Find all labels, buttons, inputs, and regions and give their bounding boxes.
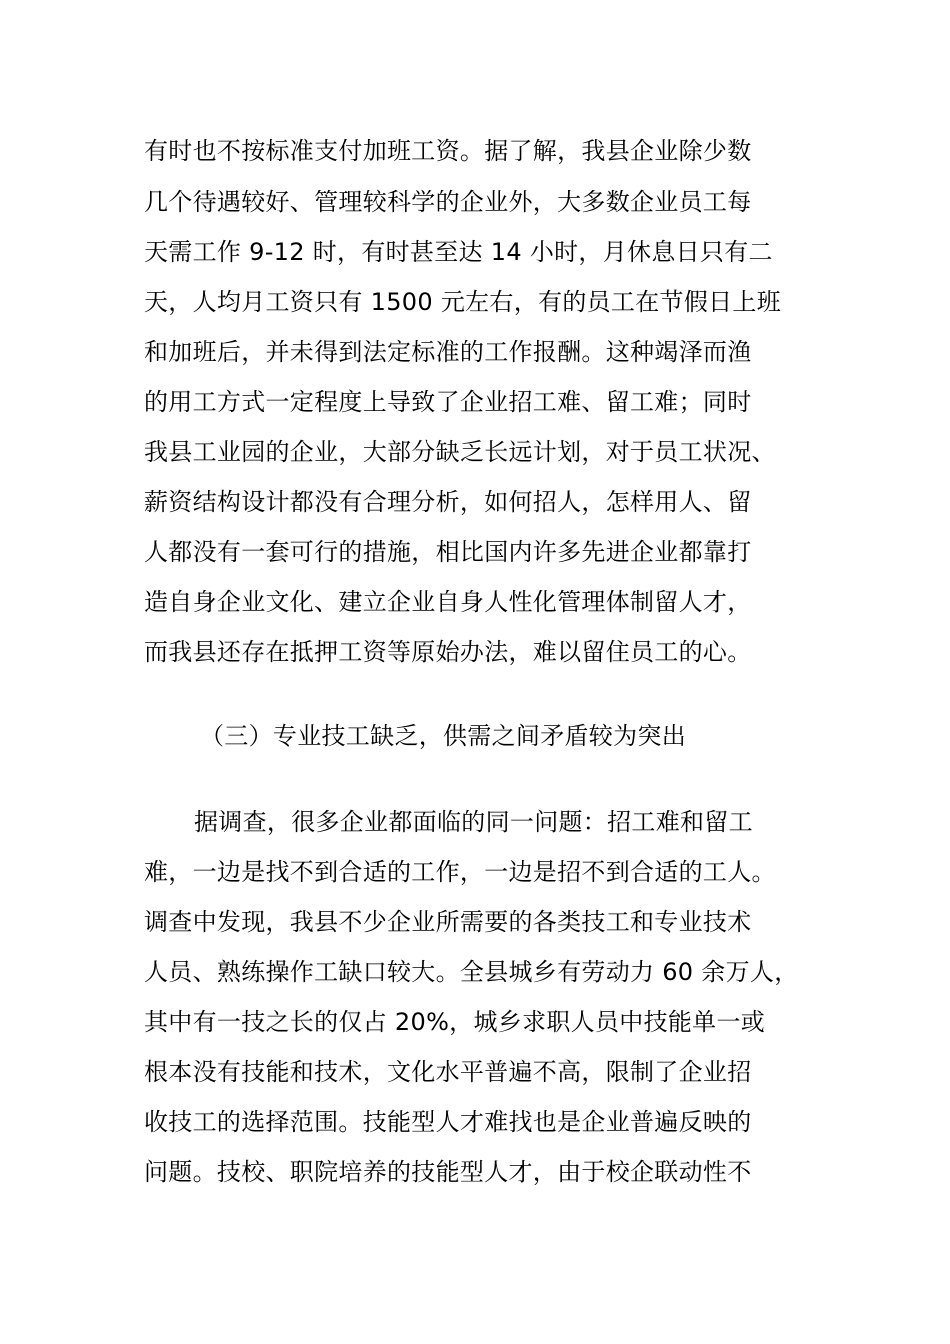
paragraph-1-line: 人都没有一套可行的措施，相比国内许多先进企业都靠打 <box>144 538 752 566</box>
paragraph-1-line: 我县工业园的企业，大部分缺乏长远计划，对于员工状况、 <box>144 438 776 466</box>
paragraph-2-line: 问题。技校、职院培养的技能型人才，由于校企联动性不 <box>144 1158 752 1186</box>
paragraph-2-line: 调查中发现，我县不少企业所需要的各类技工和专业技术 <box>144 908 752 936</box>
paragraph-1-line: 而我县还存在抵押工资等原始办法，难以留住员工的心。 <box>144 638 752 666</box>
paragraph-1-line: 有时也不按标准支付加班工资。据了解，我县企业除少数 <box>144 137 752 165</box>
paragraph-2-line: 根本没有技能和技术，文化水平普遍不高，限制了企业招 <box>144 1058 752 1086</box>
paragraph-1-line: 薪资结构设计都没有合理分析，如何招人，怎样用人、留 <box>144 488 752 516</box>
paragraph-1-line: 和加班后，并未得到法定标准的工作报酬。这种竭泽而渔 <box>144 338 752 366</box>
section-heading: （三）专业技工缺乏，供需之间矛盾较为突出 <box>200 722 686 750</box>
paragraph-2-line: 收技工的选择范围。技能型人才难找也是企业普遍反映的 <box>144 1108 752 1136</box>
paragraph-2-line: 其中有一技之长的仅占 20%，城乡求职人员中技能单一或 <box>144 1008 766 1036</box>
paragraph-2-line: 据调查，很多企业都面临的同一问题：招工难和留工 <box>194 808 753 836</box>
paragraph-1-line: 的用工方式一定程度上导致了企业招工难、留工难；同时 <box>144 388 752 416</box>
paragraph-2-line: 难，一边是找不到合适的工作，一边是招不到合适的工人。 <box>144 858 776 886</box>
paragraph-1-line: 造自身企业文化、建立企业自身人性化管理体制留人才， <box>144 588 752 616</box>
paragraph-1-line: 几个待遇较好、管理较科学的企业外，大多数企业员工每 <box>144 188 752 216</box>
paragraph-1-line: 天，人均月工资只有 1500 元左右，有的员工在节假日上班 <box>144 288 782 316</box>
paragraph-1-line: 天需工作 9-12 时，有时甚至达 14 小时，月休息日只有二 <box>144 238 773 266</box>
paragraph-2-line: 人员、熟练操作工缺口较大。全县城乡有劳动力 60 余万人， <box>144 958 799 986</box>
